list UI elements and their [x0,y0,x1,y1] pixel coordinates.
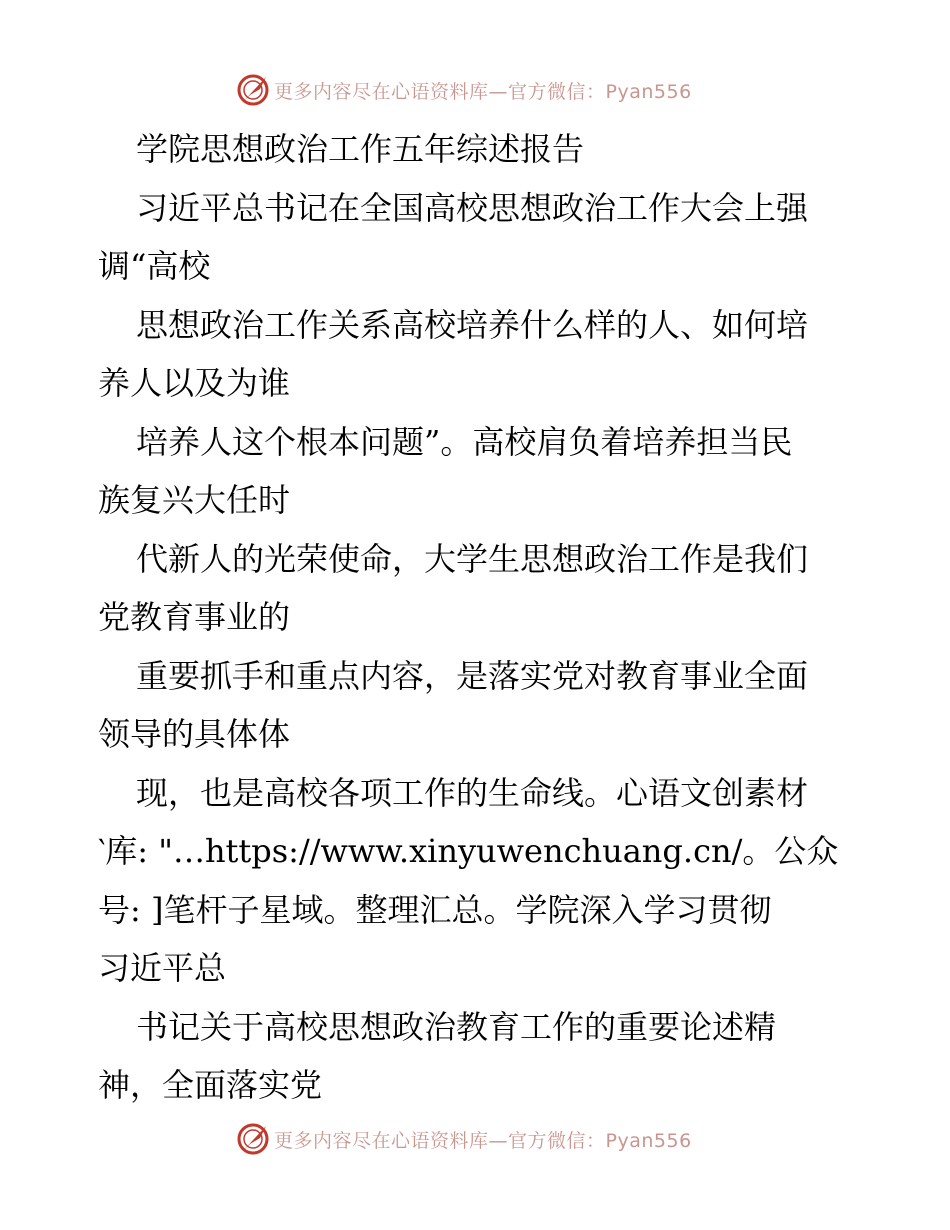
paragraph-line: 调“高校 [98,247,211,285]
paragraph-line: 代新人的光荣使命，大学生思想政治工作是我们 [136,539,809,578]
header-banner-text: 更多内容尽在心语资料库—官方微信：Pyan556 [274,80,692,103]
paragraph-line: 养人以及为谁 [98,364,291,402]
paragraph-line: 党教育事业的 [98,598,291,636]
footer-banner [236,1122,692,1156]
paragraph-line: ‵库: "…https://www.xinyuwenchuang.cn/。公众 [98,832,839,870]
paragraph-line: 习近平总书记在全国高校思想政治工作大会上强 [136,188,809,227]
paragraph-line: 号: ]笔杆子星域。整理汇总。学院深入学习贯彻 [98,890,772,929]
document-title: 学院思想政治工作五年综述报告 [136,130,585,168]
header-banner [236,73,692,107]
paragraph-line: 领导的具体体 [98,715,291,753]
paragraph-line: 习近平总 [98,949,227,987]
paragraph-line: 族复兴大任时 [98,481,291,519]
paragraph-line: 重要抓手和重点内容，是落实党对教育事业全面 [136,656,809,695]
footer-banner-text: 更多内容尽在心语资料库—官方微信：Pyan556 [274,1129,692,1152]
paragraph-line: 现，也是高校各项工作的生命线。心语文创素材 [136,773,809,812]
feather-seal-icon [236,73,270,107]
paragraph-line: 神，全面落实党 [98,1066,323,1104]
paragraph-line: 思想政治工作关系高校培养什么样的人、如何培 [136,305,809,344]
document-body [98,120,858,1115]
paragraph-line: 书记关于高校思想政治教育工作的重要论述精 [136,1007,777,1046]
paragraph-line: 培养人这个根本问题”。高校肩负着培养担当民 [136,422,793,461]
feather-seal-icon [236,1122,270,1156]
